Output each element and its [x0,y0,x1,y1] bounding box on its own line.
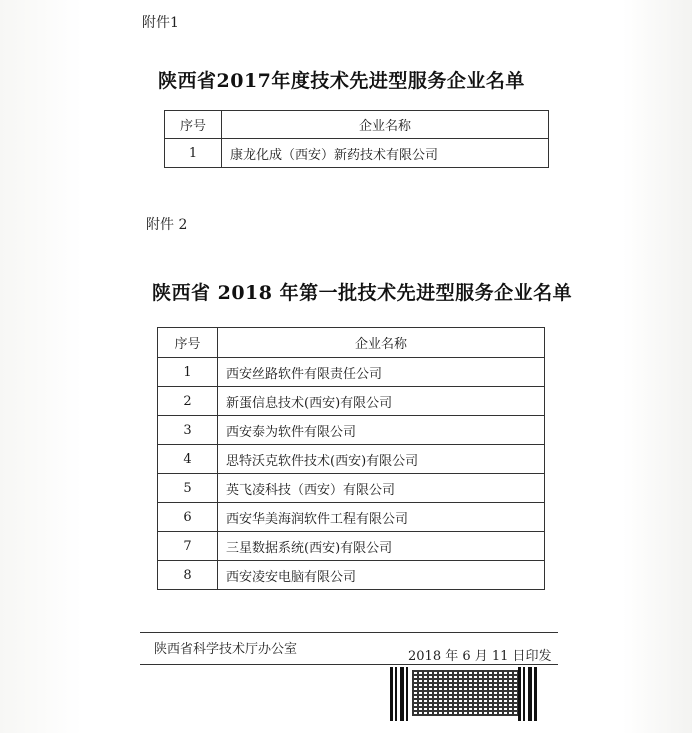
row-seq: 3 [158,416,218,445]
table-header-row [158,328,545,358]
annex1-title: 陕西省2017年度技术先进型服务企业名单 [158,70,525,92]
table-row [165,139,549,168]
footer-print-date: 2018 年 6 月 11 日印发 [408,649,552,664]
row-company-name: 三星数据系统(西安)有限公司 [218,532,545,561]
footer-bottom-rule [140,664,558,665]
table-row [158,416,545,445]
name-header: 企业名称 [222,111,549,139]
row-company-name: 康龙化成（西安）新药技术有限公司 [222,139,549,168]
table-row [158,561,545,590]
table-row [158,503,545,532]
row-seq: 8 [158,561,218,590]
annex2-label: 附件 2 [146,217,188,233]
footer-issuer: 陕西省科学技术厅办公室 [154,642,298,657]
table-row [158,387,545,416]
row-seq: 6 [158,503,218,532]
row-seq: 7 [158,532,218,561]
qr-code-graphic [412,670,518,716]
row-company-name: 西安丝路软件有限责任公司 [218,358,545,387]
row-company-name: 西安凌安电脑有限公司 [218,561,545,590]
table-header-row [165,111,549,139]
row-seq: 5 [158,474,218,503]
row-seq: 2 [158,387,218,416]
table-row [158,474,545,503]
annex2-title: 陕西省 2018 年第一批技术先进型服务企业名单 [152,282,573,304]
footer-top-rule [140,632,558,633]
table-row [158,445,545,474]
seq-header: 序号 [158,328,218,358]
row-company-name: 西安华美海润软件工程有限公司 [218,503,545,532]
table-row [158,532,545,561]
row-company-name: 西安泰为软件有限公司 [218,416,545,445]
table-row [158,358,545,387]
row-company-name: 新蛋信息技术(西安)有限公司 [218,387,545,416]
annex2-table [157,327,545,590]
name-header: 企业名称 [218,328,545,358]
row-seq: 4 [158,445,218,474]
annex1-table [164,110,549,168]
seq-header: 序号 [165,111,222,139]
row-company-name: 英飞凌科技（西安）有限公司 [218,474,545,503]
row-seq: 1 [158,358,218,387]
row-company-name: 思特沃克软件技术(西安)有限公司 [218,445,545,474]
row-seq: 1 [165,139,222,168]
annex1-label: 附件1 [142,15,179,31]
